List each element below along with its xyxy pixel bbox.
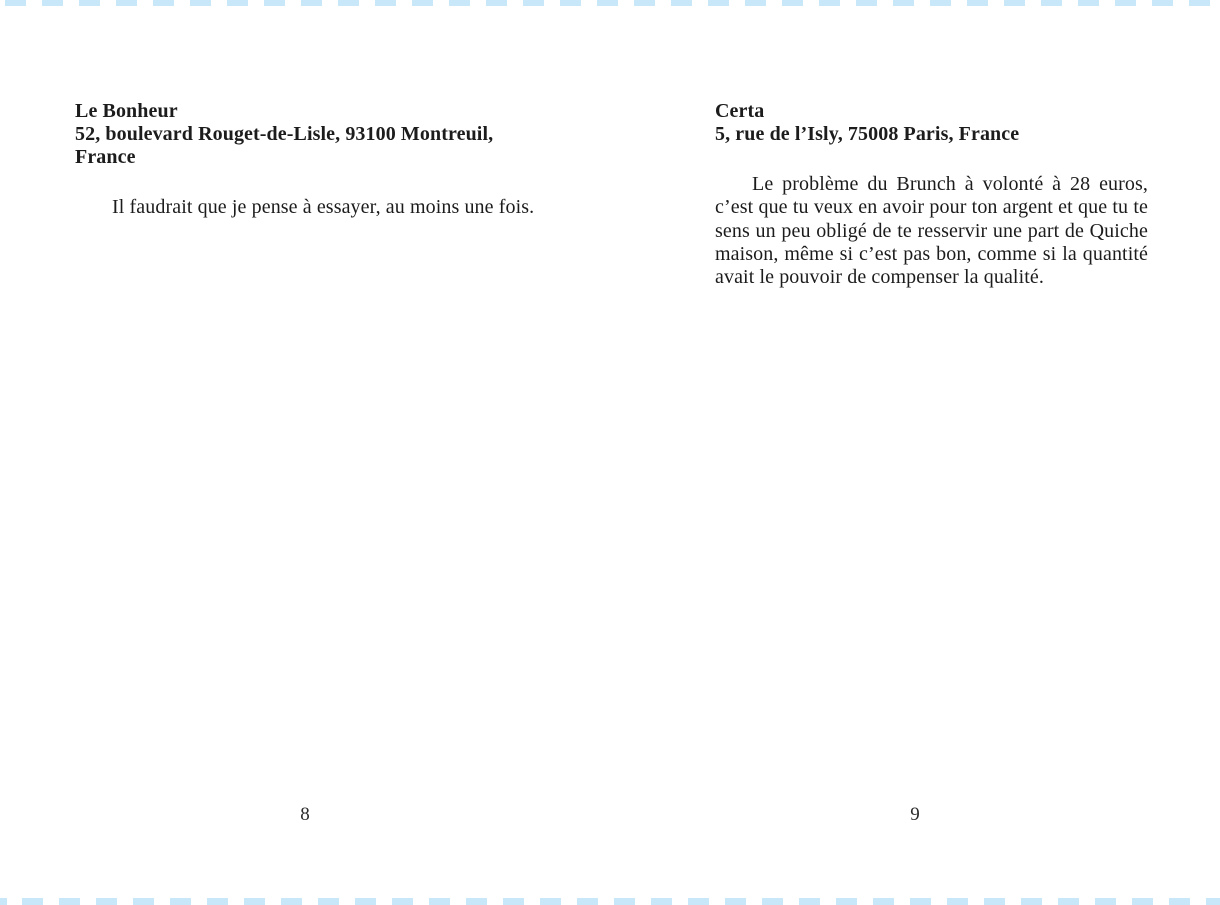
page-number: 9 (910, 804, 920, 825)
page-number: 8 (300, 804, 310, 825)
bottom-dashed-border (0, 898, 1220, 905)
venue-name: Le Bonheur (75, 100, 178, 122)
venue-heading (75, 100, 540, 169)
diary-note: Il faudrait que je pense à essayer, au moins une fois. (112, 196, 535, 218)
diary-note: Le problème du Brunch à volonté à 28 euros, c’est que tu veux en avoir pour ton argent et que tu te sens un peu obligé de te resservir une part de Quiche maison, même si c’est pas bon, comme si la quantité avait le pouvoir de compenser la qualité. (715, 173, 1148, 289)
venue-address: 5, rue de l’Isly, 75008 Paris, France (715, 123, 1020, 145)
venue-heading (715, 100, 1148, 146)
venue-address: 52, boulevard Rouget-de-Lisle, 93100 Montreuil, France (75, 123, 494, 168)
right-page (610, 0, 1220, 905)
venue-name: Certa (715, 100, 765, 122)
